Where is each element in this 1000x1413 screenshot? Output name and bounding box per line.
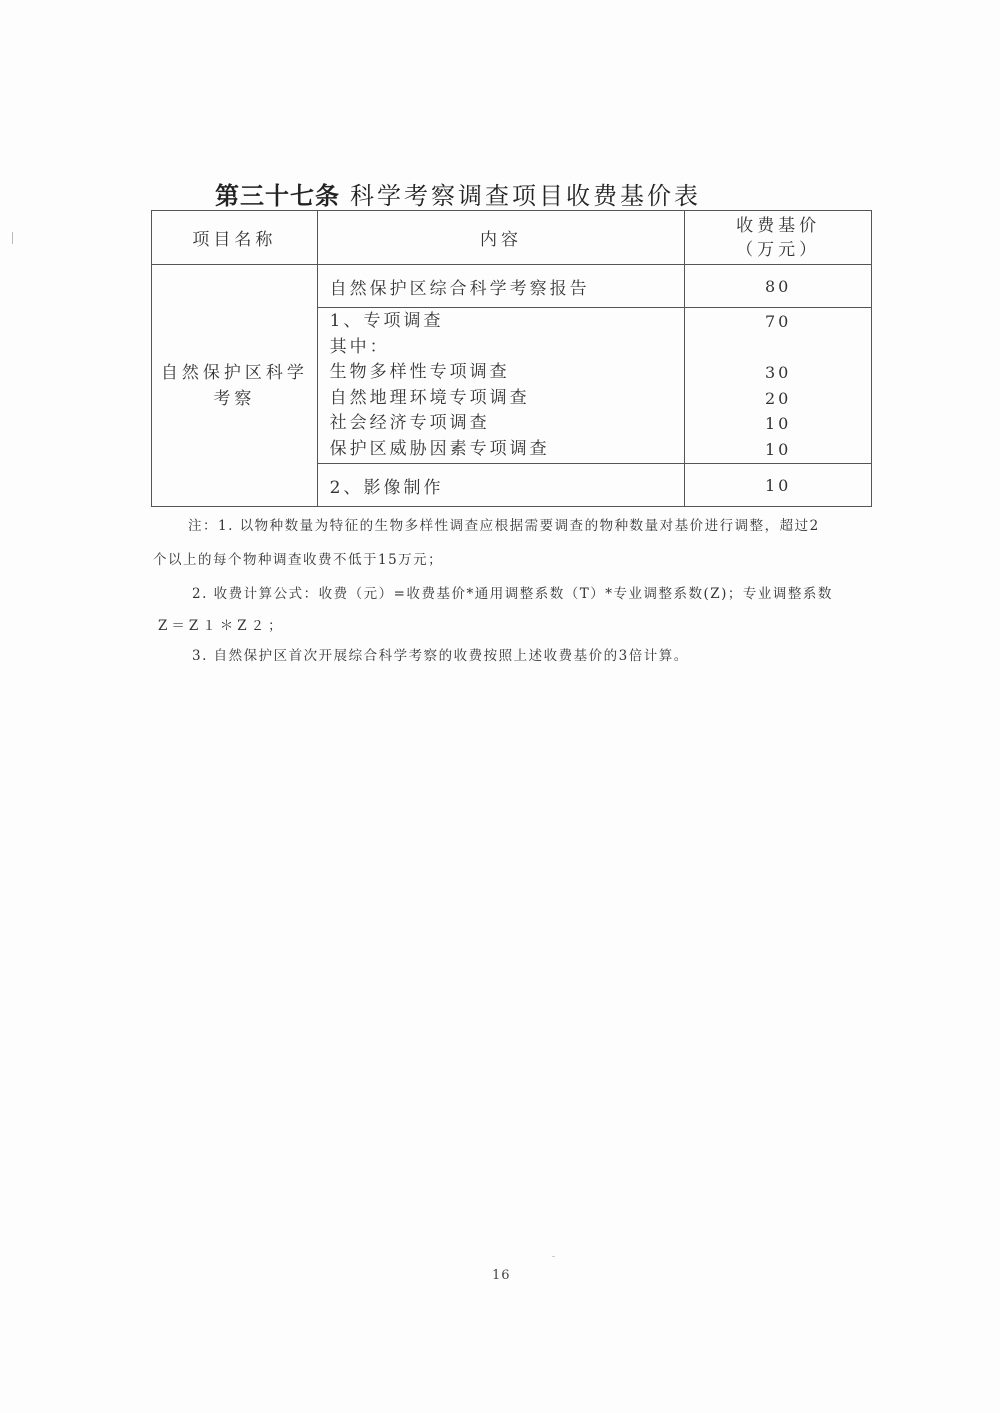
content-line: 其中： (329, 336, 390, 357)
project-name-line1: 自然保护区科学 (160, 362, 308, 383)
header-project-name: 项目名称 (152, 211, 318, 265)
fee-line: 30 (764, 363, 792, 382)
content-line: 社会经济专项调查 (329, 413, 490, 433)
note-2-line-1: 2. 收费计算公式：收费（元）=收费基价*通用调整系数（T）*专业调整系数(Z)；专业调整系数 (192, 586, 833, 602)
header-content: 内容 (317, 211, 685, 265)
content-line: 自然地理环境专项调查 (329, 387, 530, 408)
content-cell (317, 308, 685, 464)
scan-artifact-dot (552, 1256, 555, 1257)
fee-table (151, 210, 872, 507)
fee-cell: 10 (685, 464, 872, 507)
fee-line: 70 (764, 312, 792, 331)
note-1-line-2: 个以上的每个物种调查收费不低于15万元； (153, 552, 444, 568)
project-name-cell (152, 265, 318, 507)
table-title (215, 176, 701, 211)
note-1-line-1: 注：1. 以物种数量为特征的生物多样性调查应根据需要调查的物种数量对基价进行调整，超过2 (188, 518, 820, 534)
fee-line (685, 335, 871, 361)
note-2-line-2: Z＝Z１＊Z２； (158, 618, 286, 634)
page-number: 16 (492, 1268, 511, 1283)
fee-line: 20 (764, 388, 792, 408)
content-line: 生物多样性专项调查 (329, 362, 510, 382)
fee-line: 10 (764, 414, 792, 433)
fee-line: 10 (764, 439, 792, 459)
header-fee-line1: 收费基价 (736, 215, 821, 236)
article-number: 第三十七条 (215, 181, 340, 210)
table-row (152, 265, 872, 308)
content-cell: 2、影像制作 (317, 464, 685, 507)
content-line: 1、专项调查 (329, 311, 444, 331)
note-3: 3. 自然保护区首次开展综合科学考察的收费按照上述收费基价的3倍计算。 (192, 648, 689, 664)
header-fee-line2: （万元） (736, 239, 821, 260)
fee-cell (685, 308, 872, 464)
content-cell: 自然保护区综合科学考察报告 (317, 265, 685, 308)
project-name-line2: 考察 (213, 388, 256, 409)
header-fee (685, 211, 872, 265)
title-text: 科学考察调查项目收费基价表 (350, 182, 701, 210)
content-line: 保护区威胁因素专项调查 (329, 438, 550, 459)
fee-cell: 80 (685, 265, 872, 308)
table-header-row (152, 211, 872, 265)
scan-artifact-mark (12, 232, 13, 244)
